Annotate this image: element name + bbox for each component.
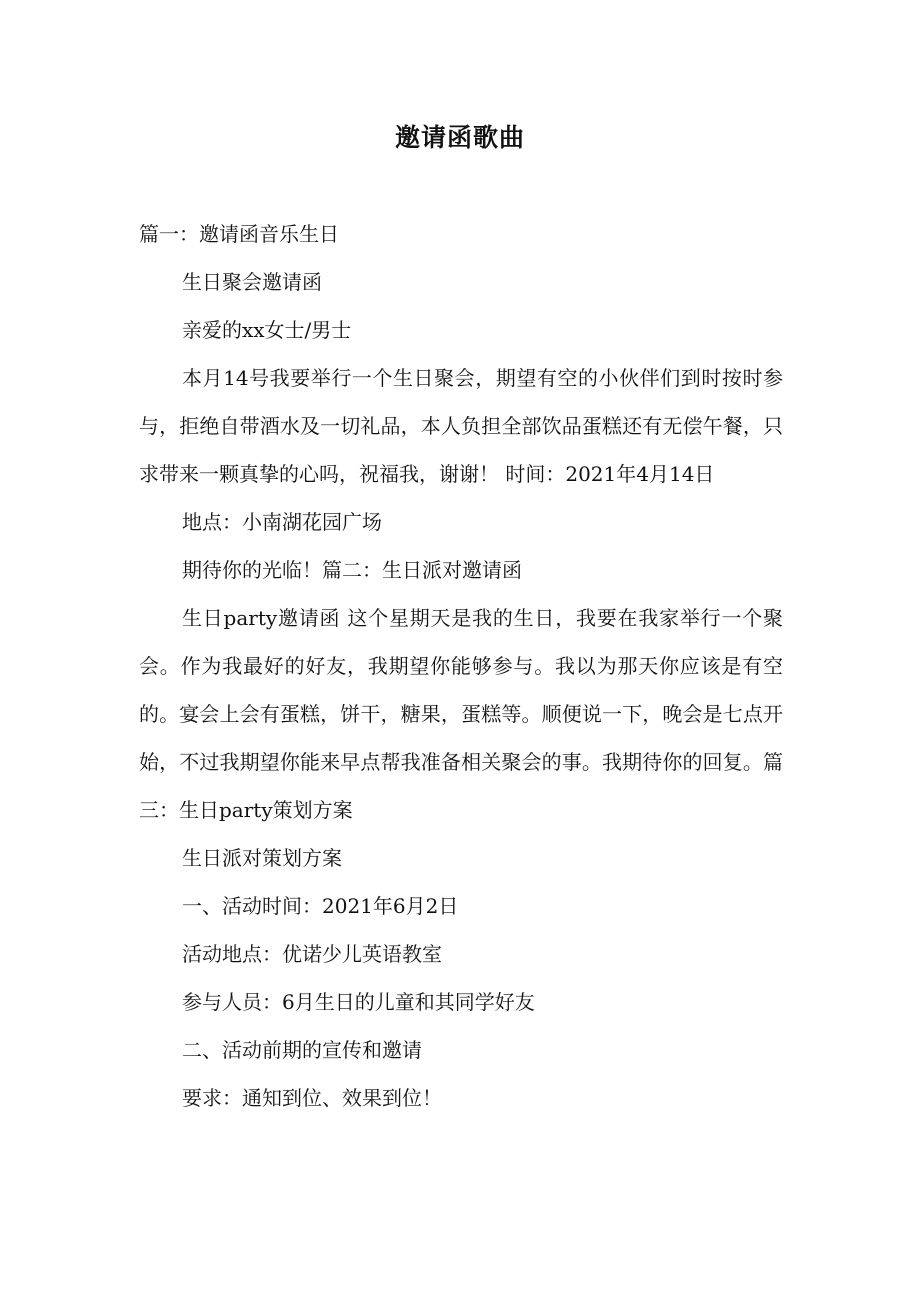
document-body bbox=[139, 210, 783, 1122]
paragraph-participants: 参与人员：6月生日的儿童和其同学好友 bbox=[182, 990, 535, 1014]
paragraph-requirements: 要求：通知到位、效果到位！ bbox=[182, 1086, 442, 1110]
paragraph-section-two-heading: 期待你的光临！篇二：生日派对邀请函 bbox=[182, 558, 522, 582]
paragraph-invitation-title: 生日聚会邀请函 bbox=[182, 270, 322, 294]
paragraph-section-one-heading: 篇一：邀请函音乐生日 bbox=[139, 222, 339, 246]
paragraph-promotion-heading: 二、活动前期的宣传和邀请 bbox=[182, 1038, 422, 1062]
paragraph-activity-location: 活动地点：优诺少儿英语教室 bbox=[182, 942, 442, 966]
document-title: 邀请函歌曲 bbox=[394, 123, 525, 152]
paragraph-location: 地点：小南湖花园广场 bbox=[182, 510, 382, 534]
paragraph-party-invitation: 生日party邀请函 这个星期天是我的生日，我要在我家举行一个聚会。作为我最好的好友，我期望你能够参与。我以为那天你应该是有空的。宴会上会有蛋糕，饼干，糖果，蛋糕等。顺便说一下，晚会是七点开始，不过我期望你能来早点帮我准备相关聚会的事。我期待你的回复。篇三：生日party策划方案 bbox=[139, 606, 783, 822]
paragraph-salutation: 亲爱的xx女士/男士 bbox=[182, 318, 352, 342]
paragraph-activity-time: 一、活动时间：2021年6月2日 bbox=[182, 894, 459, 918]
paragraph-party-details: 本月14号我要举行一个生日聚会，期望有空的小伙伴们到时按时参与，拒绝自带酒水及一切礼品，本人负担全部饮品蛋糕还有无偿午餐，只求带来一颗真挚的心吗，祝福我，谢谢！ 时间：2021年4月14日 bbox=[139, 366, 783, 486]
paragraph-plan-title: 生日派对策划方案 bbox=[182, 846, 342, 870]
